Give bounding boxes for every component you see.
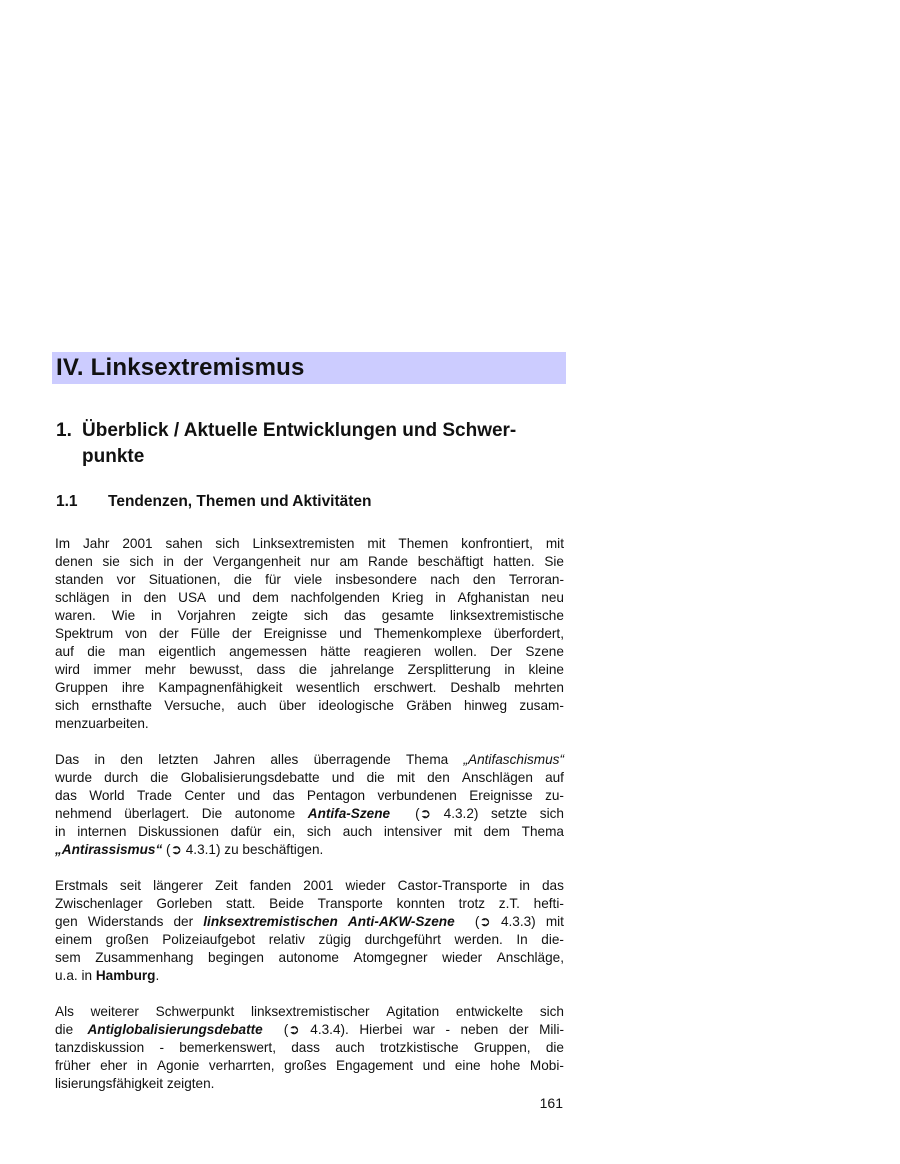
text-segment: Afghanistan <box>457 590 530 605</box>
text-segment: USA <box>178 590 207 605</box>
text-segment: Gruppen, <box>473 1040 531 1055</box>
text-line <box>55 553 564 571</box>
chapter-title: IV. Linksextremismus <box>56 354 305 381</box>
text-segment: internen <box>77 824 127 839</box>
text-segment: Themen <box>398 536 449 551</box>
text-segment: Widerstands <box>87 914 164 929</box>
text-segment: und <box>237 788 261 803</box>
text-segment: mit <box>545 914 564 929</box>
text-segment: und <box>422 1058 446 1073</box>
text-segment: viele <box>294 572 323 587</box>
text-segment: Terroran- <box>508 572 564 587</box>
text-segment: (➲ <box>415 806 432 821</box>
text-segment: menzuarbeiten. <box>55 716 149 731</box>
text-segment: Versuche, <box>164 698 225 713</box>
text-segment: nachfolgenden <box>290 590 380 605</box>
text-segment: verharrten, <box>208 1058 275 1073</box>
text-segment: in <box>519 878 530 893</box>
text-segment: erschwert. <box>373 680 437 695</box>
subsection-title: Tendenzen, Themen und Aktivitäten <box>108 493 372 510</box>
text-segment: Das <box>55 752 80 767</box>
text-line <box>55 697 564 715</box>
paragraph <box>55 1003 564 1093</box>
text-segment: der <box>508 1022 529 1037</box>
text-segment: - <box>445 1022 450 1037</box>
text-segment: konnten <box>396 896 445 911</box>
text-segment: mehr <box>144 662 176 677</box>
text-segment: hatten. <box>493 554 535 569</box>
text-segment: Diskussionen <box>138 824 219 839</box>
text-segment: in <box>435 590 446 605</box>
text-segment: auch <box>237 698 267 713</box>
text-segment: den <box>427 770 450 785</box>
text-segment: Ereignisse <box>469 788 533 803</box>
text-segment: auf <box>545 770 564 785</box>
text-segment: Rande <box>368 554 409 569</box>
text-segment: Wie <box>111 608 136 623</box>
text-segment: letzten <box>158 752 199 767</box>
text-segment: Jahren <box>213 752 256 767</box>
text-segment: Gorleben <box>156 896 213 911</box>
text-segment: 4.3.2) <box>443 806 479 821</box>
text-segment: in <box>136 1058 148 1073</box>
text-segment: Beide <box>269 896 304 911</box>
text-segment: die- <box>541 932 564 947</box>
text-segment: denen <box>55 554 93 569</box>
text-segment: überragende <box>313 752 391 767</box>
text-segment: linksextremistische <box>449 608 564 623</box>
text-segment: Krieg <box>391 590 424 605</box>
text-segment: der <box>159 626 179 641</box>
text-segment: hefti- <box>533 896 564 911</box>
text-segment: (➲ <box>474 914 491 929</box>
text-segment: jahrelange <box>330 662 395 677</box>
text-segment: . <box>155 968 160 983</box>
text-segment: die <box>233 572 252 587</box>
text-segment: dem <box>483 824 510 839</box>
page-number: 161 <box>539 1095 563 1111</box>
text-segment: gen <box>55 914 78 929</box>
text-line <box>55 571 564 589</box>
text-segment: Thema <box>521 824 564 839</box>
text-segment: ein, <box>273 824 296 839</box>
text-segment: relativ <box>268 932 305 947</box>
text-segment: Fülle <box>190 626 221 641</box>
text-segment: sich <box>215 536 240 551</box>
text-segment: Situationen, <box>148 572 221 587</box>
text-segment: mit <box>545 536 564 551</box>
text-segment: nur <box>310 554 330 569</box>
text-segment: Anschläge, <box>496 950 564 965</box>
text-segment: alles <box>270 752 299 767</box>
text-segment: sich <box>539 1004 564 1019</box>
text-segment: (➲ <box>283 1022 300 1037</box>
text-segment: Engagement <box>335 1058 414 1073</box>
text-segment: sich <box>129 554 154 569</box>
emphasized-text: Anti-AKW-Szene <box>347 914 455 929</box>
section-number: 1. <box>56 420 72 441</box>
text-segment: mit <box>367 536 386 551</box>
text-segment: Agitation <box>386 1004 440 1019</box>
text-line <box>55 535 564 553</box>
text-line <box>55 625 564 643</box>
text-line <box>55 661 564 679</box>
text-segment: mehrten <box>514 680 564 695</box>
text-segment: Agonie <box>156 1058 200 1073</box>
text-line <box>55 967 564 985</box>
text-segment: werden. <box>454 932 503 947</box>
text-segment: reagieren <box>363 644 422 659</box>
section-heading <box>56 418 566 470</box>
text-segment: wieder <box>442 950 483 965</box>
text-segment: hinweg <box>463 698 508 713</box>
text-segment: die <box>55 1022 77 1037</box>
text-segment: von <box>125 626 148 641</box>
text-segment: Trade <box>136 788 172 803</box>
text-segment: auf <box>55 644 74 659</box>
text-segment: neben <box>460 1022 499 1037</box>
text-segment: die <box>366 770 385 785</box>
text-line <box>55 1075 564 1093</box>
text-segment: einem <box>55 932 93 947</box>
text-line <box>55 1003 564 1021</box>
text-segment: Mili- <box>539 1022 564 1037</box>
text-line <box>55 769 564 787</box>
text-segment: Gräben <box>406 698 452 713</box>
text-segment: 4.3.3) <box>500 914 536 929</box>
text-segment: wurde <box>55 770 93 785</box>
text-segment: wesentlich <box>296 680 360 695</box>
emphasized-text: „Antifaschismus“ <box>463 752 564 767</box>
text-segment: linksextremistischer <box>250 1004 370 1019</box>
text-line <box>55 643 564 661</box>
text-segment: angemessen <box>229 644 307 659</box>
text-segment: der <box>173 914 194 929</box>
text-segment: Schwerpunkt <box>155 1004 235 1019</box>
text-segment: den <box>472 572 496 587</box>
text-segment: sich <box>55 698 80 713</box>
text-segment: u.a. in <box>55 968 96 983</box>
text-segment: man <box>118 644 146 659</box>
text-segment: World <box>89 788 125 803</box>
text-segment: Jahr <box>83 536 110 551</box>
text-segment: eine <box>454 1058 481 1073</box>
text-segment: über <box>278 698 307 713</box>
text-segment: wollen. <box>434 644 477 659</box>
text-segment: und <box>331 770 355 785</box>
emphasized-text: linksextremistischen <box>203 914 338 929</box>
text-segment: setzte <box>490 806 528 821</box>
paragraph <box>55 751 564 859</box>
text-segment: in <box>94 752 106 767</box>
text-segment: zu- <box>545 788 564 803</box>
text-segment: nach <box>430 572 460 587</box>
text-segment: mit <box>453 824 472 839</box>
text-segment: beschäftigt <box>417 554 484 569</box>
text-segment: zeigte <box>251 608 288 623</box>
text-line <box>55 679 564 697</box>
text-segment: seit <box>119 878 142 893</box>
text-segment: ideologische <box>318 698 394 713</box>
text-segment: das <box>541 878 564 893</box>
text-segment: auch <box>342 824 373 839</box>
text-segment: 2001 <box>122 536 153 551</box>
text-segment: 4.3.4). <box>310 1022 349 1037</box>
text-segment: verbundenen <box>377 788 457 803</box>
text-segment: überfordert, <box>493 626 564 641</box>
text-segment: 2001 <box>303 878 334 893</box>
text-segment: dem <box>252 590 279 605</box>
text-segment: nehmend <box>55 806 112 821</box>
text-segment: durchgeführt <box>364 932 441 947</box>
text-segment: Linksextremisten <box>252 536 355 551</box>
text-segment: - <box>159 1040 164 1055</box>
text-segment: Vergangenheit <box>212 554 301 569</box>
text-segment: Zeit <box>214 878 238 893</box>
text-segment: sie <box>102 554 120 569</box>
text-segment: Als <box>55 1004 74 1019</box>
text-segment: gesamte <box>381 608 434 623</box>
text-segment: in <box>163 554 174 569</box>
text-segment: z.T. <box>498 896 520 911</box>
text-segment: Polizeiaufgebot <box>162 932 256 947</box>
text-segment: und <box>339 626 362 641</box>
text-segment: und <box>217 590 241 605</box>
text-line <box>55 1057 564 1075</box>
text-segment: wieder <box>345 878 386 893</box>
text-segment: vor <box>116 572 136 587</box>
text-segment: dafür <box>230 824 262 839</box>
paragraph <box>55 877 564 985</box>
text-segment: intensiver <box>383 824 443 839</box>
text-segment: Die <box>201 806 223 821</box>
text-segment: sahen <box>165 536 203 551</box>
text-segment: für <box>265 572 281 587</box>
text-line <box>55 589 564 607</box>
text-segment: der <box>232 626 252 641</box>
text-line <box>55 895 564 913</box>
text-segment: Erstmals <box>55 878 108 893</box>
text-segment: Gruppen <box>55 680 108 695</box>
text-segment: Thema <box>405 752 449 767</box>
text-line <box>55 931 564 949</box>
text-segment: wird <box>55 662 80 677</box>
text-segment: dass <box>291 1040 320 1055</box>
text-segment: autonome <box>234 806 296 821</box>
text-segment: hohe <box>490 1058 521 1073</box>
text-segment: Im <box>55 536 71 551</box>
text-segment: Vorjahren <box>177 608 236 623</box>
text-segment: großes <box>284 1058 327 1073</box>
text-segment: immer <box>93 662 132 677</box>
text-segment: auch <box>335 1040 365 1055</box>
text-segment: in <box>504 662 515 677</box>
text-segment: lisierungsfähigkeit zeigten. <box>55 1076 215 1091</box>
text-segment: entwickelte <box>455 1004 524 1019</box>
text-segment: neu <box>541 590 564 605</box>
text-line <box>55 823 564 841</box>
text-segment: trotzkistische <box>380 1040 459 1055</box>
text-segment: eigentlich <box>158 644 216 659</box>
text-segment: der <box>183 554 204 569</box>
text-segment: das <box>343 608 366 623</box>
text-line <box>55 607 564 625</box>
text-segment: bemerkenswert, <box>179 1040 276 1055</box>
text-segment: ernsthafte <box>91 698 152 713</box>
text-segment: Transporte <box>317 896 383 911</box>
text-segment: autonome <box>278 950 339 965</box>
text-segment: sich <box>539 806 564 821</box>
text-segment: Mobi- <box>529 1058 564 1073</box>
text-segment: In <box>516 932 528 947</box>
text-segment: Zwischenlager <box>55 896 143 911</box>
text-line <box>55 913 564 931</box>
text-segment: trotz <box>458 896 486 911</box>
text-segment: war <box>412 1022 435 1037</box>
text-segment: ihre <box>121 680 145 695</box>
text-segment: sem <box>55 950 81 965</box>
text-segment: bewusst, <box>189 662 244 677</box>
body-text <box>55 535 564 1111</box>
text-segment: das <box>55 788 77 803</box>
text-segment: Globalisierungsdebatte <box>180 770 320 785</box>
text-line <box>55 805 564 823</box>
text-segment: in <box>151 608 162 623</box>
text-line <box>55 1021 564 1039</box>
text-segment: die <box>150 770 169 785</box>
text-segment: früher <box>55 1058 91 1073</box>
text-segment: den <box>120 752 143 767</box>
text-segment: Themenkomplexe <box>373 626 482 641</box>
text-segment: zügig <box>318 932 352 947</box>
text-line <box>55 787 564 805</box>
text-segment: Sie <box>544 554 564 569</box>
text-segment: großen <box>105 932 149 947</box>
text-segment: fanden <box>249 878 292 893</box>
text-segment: weiterer <box>90 1004 139 1019</box>
subsection-heading <box>56 493 372 511</box>
text-segment: dass <box>256 662 286 677</box>
text-line <box>55 949 564 967</box>
text-segment: sich <box>306 824 332 839</box>
text-segment: Ereignisse <box>263 626 328 641</box>
text-segment: tanzdiskussion <box>55 1040 145 1055</box>
text-line <box>55 877 564 895</box>
text-segment: begingen <box>208 950 264 965</box>
text-segment: den <box>143 590 167 605</box>
emphasized-text: „Antirassismus“ <box>55 842 163 857</box>
text-segment: Der <box>490 644 513 659</box>
text-segment: Deshalb <box>450 680 501 695</box>
text-segment: am <box>339 554 359 569</box>
section-title: Überblick / Aktuelle Entwicklungen und Schwer- punkte <box>82 420 517 467</box>
text-line <box>55 1039 564 1057</box>
text-line <box>55 841 564 859</box>
text-segment: die <box>87 644 106 659</box>
text-segment: längerer <box>153 878 203 893</box>
text-segment: hätte <box>320 644 351 659</box>
subsection-number: 1.1 <box>56 493 78 510</box>
text-segment: standen <box>55 572 104 587</box>
text-segment: durch <box>104 770 139 785</box>
text-segment: Spektrum <box>55 626 114 641</box>
text-segment: insbesondere <box>335 572 417 587</box>
text-segment: Anschlägen <box>461 770 533 785</box>
text-segment: statt. <box>225 896 256 911</box>
text-segment: Zersplitterung <box>407 662 491 677</box>
text-segment: Atomgegner <box>353 950 428 965</box>
text-segment: sich <box>303 608 329 623</box>
text-segment: Castor-Transporte <box>397 878 508 893</box>
text-segment: Hierbei <box>359 1022 403 1037</box>
text-segment: die <box>545 1040 564 1055</box>
text-segment: mit <box>396 770 415 785</box>
emphasized-text: Antifa-Szene <box>307 806 391 821</box>
emphasized-text: Hamburg <box>95 968 156 983</box>
text-segment: Pentagon <box>306 788 366 803</box>
text-segment: eher <box>100 1058 128 1073</box>
text-segment: waren. <box>55 608 96 623</box>
text-segment: zusam- <box>519 698 564 713</box>
paragraph <box>55 535 564 733</box>
text-segment: Center <box>184 788 226 803</box>
text-segment: schlägen <box>55 590 110 605</box>
text-segment: das <box>272 788 295 803</box>
text-line <box>55 751 564 769</box>
text-segment: Zusammenhang <box>95 950 194 965</box>
text-line <box>55 715 564 733</box>
text-segment: Kampagnenfähigkeit <box>158 680 283 695</box>
text-segment: die <box>298 662 318 677</box>
text-segment: überlagert. <box>124 806 190 821</box>
text-segment: (➲ 4.3.1) zu beschäftigen. <box>162 842 324 857</box>
emphasized-text: Antiglobalisierungsdebatte <box>87 1022 263 1037</box>
text-segment: in <box>55 824 66 839</box>
text-segment: in <box>121 590 132 605</box>
text-segment: konfrontiert, <box>461 536 533 551</box>
text-segment: Szene <box>525 644 564 659</box>
text-segment: kleine <box>528 662 564 677</box>
